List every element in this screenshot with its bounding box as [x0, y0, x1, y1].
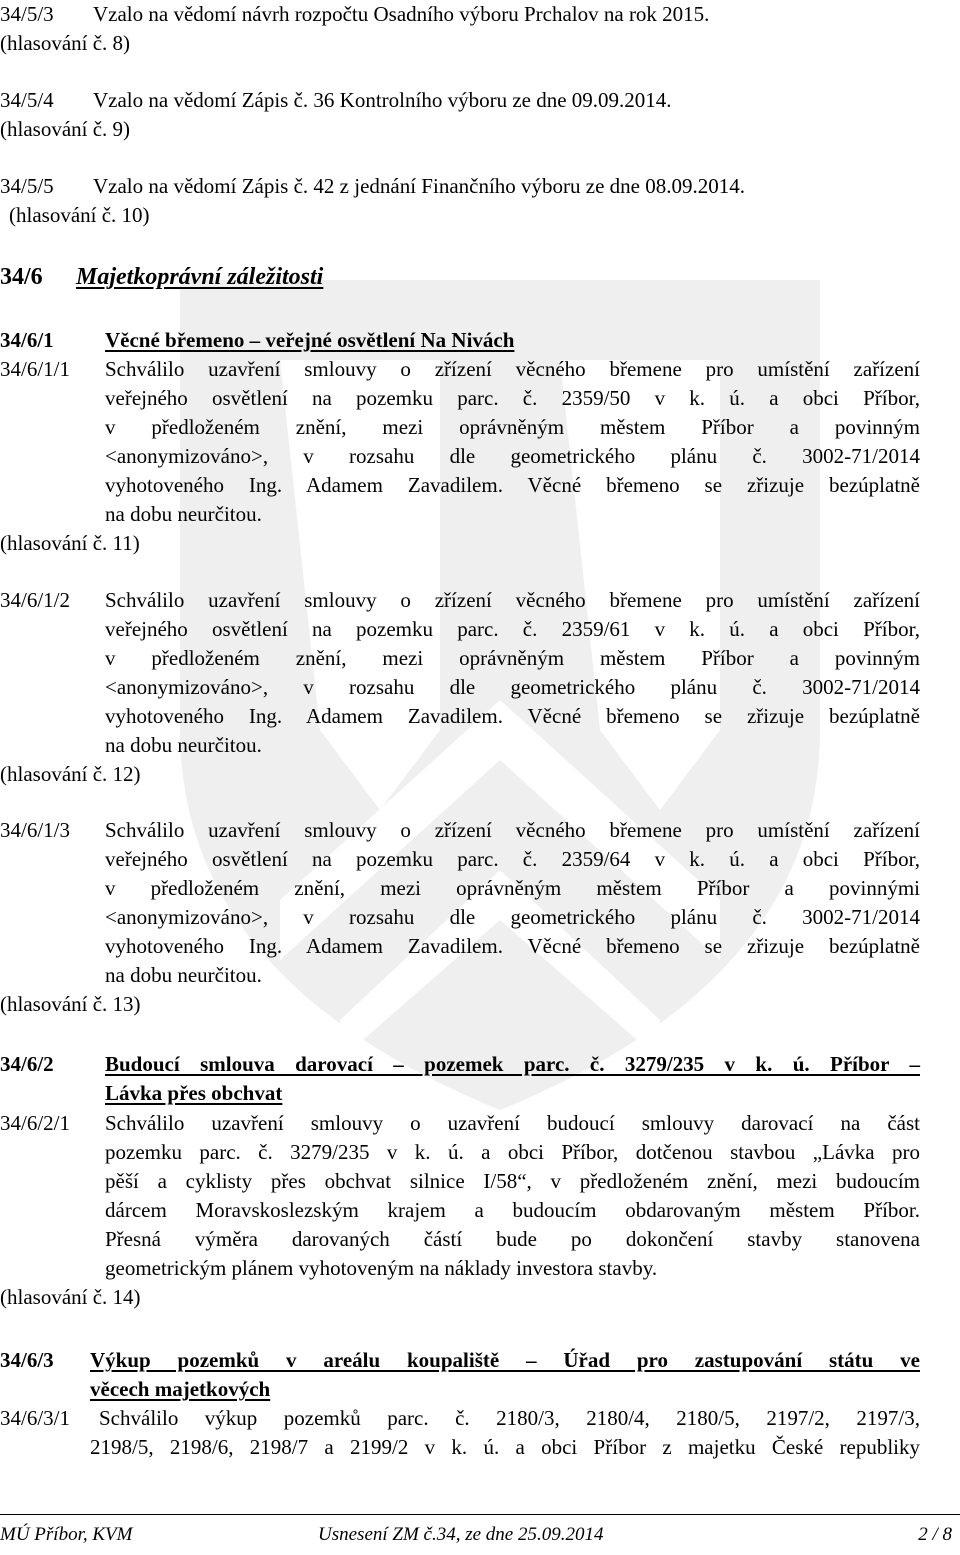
- resolution-line: dárcem Moravskoslezským krajem a budoucím obdarovaným městem Příbor.: [105, 1198, 920, 1222]
- vote-reference: (hlasování č. 14): [0, 1285, 141, 1309]
- resolution-number: 34/6/2/1: [0, 1111, 71, 1135]
- resolution-number: 34/6/1/1: [0, 357, 71, 381]
- resolution-line: vyhotoveného Ing. Adamem Zavadilem. Věcné břemeno se zřizuje bezúplatně: [105, 704, 920, 728]
- resolution-line: Schválilo uzavření smlouvy o uzavření budoucí smlouvy darovací na část: [105, 1111, 920, 1135]
- resolution-number: 34/5/3: [0, 2, 54, 26]
- resolution-line: na dobu neurčitou.: [105, 502, 262, 526]
- subsection-number: 34/6/1: [0, 328, 54, 352]
- resolution-number: 34/6/1/2: [0, 588, 71, 612]
- resolution-line: Schválilo výkup pozemků parc. č. 2180/3, 2180/4, 2180/5, 2197/2, 2197/3,: [99, 1406, 920, 1430]
- resolution-line: Schválilo uzavření smlouvy o zřízení věcného břemene pro umístění zařízení: [105, 588, 920, 612]
- resolution-line: <anonymizováno>, v rozsahu dle geometrického plánu č. 3002-71/2014: [105, 444, 920, 468]
- resolution-line: vyhotoveného Ing. Adamem Zavadilem. Věcné břemeno se zřizuje bezúplatně: [105, 473, 920, 497]
- subsection-number: 34/6/3: [0, 1348, 54, 1372]
- resolution-line: veřejného osvětlení na pozemku parc. č. 2359/64 v k. ú. a obci Příbor,: [105, 847, 920, 871]
- footer-office: MÚ Příbor, KVM: [0, 1524, 133, 1545]
- resolution-line: pěší a cyklisty přes obchvat silnice I/58“, v předloženém znění, mezi budoucím: [105, 1169, 920, 1193]
- resolution-line: na dobu neurčitou.: [105, 733, 262, 757]
- resolution-line: geometrickým plánem vyhotoveným na náklady investora stavby.: [105, 1256, 658, 1280]
- resolution-line: Schválilo uzavření smlouvy o zřízení věcného břemene pro umístění zařízení: [105, 357, 920, 381]
- resolution-line: na dobu neurčitou.: [105, 963, 262, 987]
- vote-reference: (hlasování č. 12): [0, 762, 141, 786]
- vote-reference: (hlasování č. 11): [0, 531, 140, 555]
- resolution-line: veřejného osvětlení na pozemku parc. č. 2359/50 v k. ú. a obci Příbor,: [105, 386, 920, 410]
- resolution-line: <anonymizováno>, v rozsahu dle geometrického plánu č. 3002-71/2014: [105, 905, 920, 929]
- resolution-text: Vzalo na vědomí Zápis č. 42 z jednání Finančního výboru ze dne 08.09.2014.: [93, 174, 746, 198]
- subsection-title: věcech majetkových: [90, 1377, 271, 1401]
- subsection-title: Budoucí smlouva darovací – pozemek parc. č. 3279/235 v k. ú. Příbor –: [105, 1052, 920, 1076]
- resolution-line: v předloženém znění, mezi oprávněným městem Příbor a povinnými: [105, 876, 920, 900]
- vote-reference: (hlasování č. 13): [0, 992, 141, 1016]
- resolution-line: Přesná výměra darovaných částí bude po dokončení stavby stanovena: [105, 1227, 920, 1251]
- resolution-line: <anonymizováno>, v rozsahu dle geometrického plánu č. 3002-71/2014: [105, 675, 920, 699]
- resolution-line: v předloženém znění, mezi oprávněným městem Příbor a povinným: [105, 415, 920, 439]
- vote-reference: (hlasování č. 10): [9, 203, 150, 227]
- resolution-number: 34/6/1/3: [0, 818, 71, 842]
- subsection-title: Věcné břemeno – veřejné osvětlení Na Nivách: [105, 328, 515, 352]
- vote-reference: (hlasování č. 8): [0, 31, 131, 55]
- section-number: 34/6: [0, 264, 43, 290]
- resolution-line: Schválilo uzavření smlouvy o zřízení věcného břemene pro umístění zařízení: [105, 818, 920, 842]
- resolution-text: Vzalo na vědomí Zápis č. 36 Kontrolního výboru ze dne 09.09.2014.: [93, 88, 672, 112]
- footer-document: Usnesení ZM č.34, ze dne 25.09.2014: [318, 1524, 604, 1545]
- resolution-number: 34/5/4: [0, 88, 54, 112]
- resolution-line: 2198/5, 2198/6, 2198/7 a 2199/2 v k. ú. a obci Příbor z majetku České republiky: [90, 1435, 920, 1459]
- vote-reference: (hlasování č. 9): [0, 117, 131, 141]
- subsection-number: 34/6/2: [0, 1052, 54, 1076]
- page-footer: [0, 1514, 960, 1555]
- resolution-line: v předloženém znění, mezi oprávněným městem Příbor a povinným: [105, 646, 920, 670]
- resolution-number: 34/6/3/1: [0, 1406, 71, 1430]
- subsection-title: Lávka přes obchvat: [105, 1081, 283, 1105]
- subsection-title: Výkup pozemků v areálu koupaliště – Úřad pro zastupování státu ve: [90, 1348, 920, 1372]
- footer-page-number: 2 / 8: [918, 1524, 952, 1545]
- resolution-line: pozemku parc. č. 3279/235 v k. ú. a obci Příbor, dotčenou stavbou „Lávka pro: [105, 1140, 920, 1164]
- resolution-number: 34/5/5: [0, 174, 54, 198]
- resolution-line: veřejného osvětlení na pozemku parc. č. 2359/61 v k. ú. a obci Příbor,: [105, 617, 920, 641]
- resolution-text: Vzalo na vědomí návrh rozpočtu Osadního výboru Prchalov na rok 2015.: [93, 2, 710, 26]
- resolution-line: vyhotoveného Ing. Adamem Zavadilem. Věcné břemeno se zřizuje bezúplatně: [105, 934, 920, 958]
- section-title: Majetkoprávní záležitosti: [76, 264, 324, 290]
